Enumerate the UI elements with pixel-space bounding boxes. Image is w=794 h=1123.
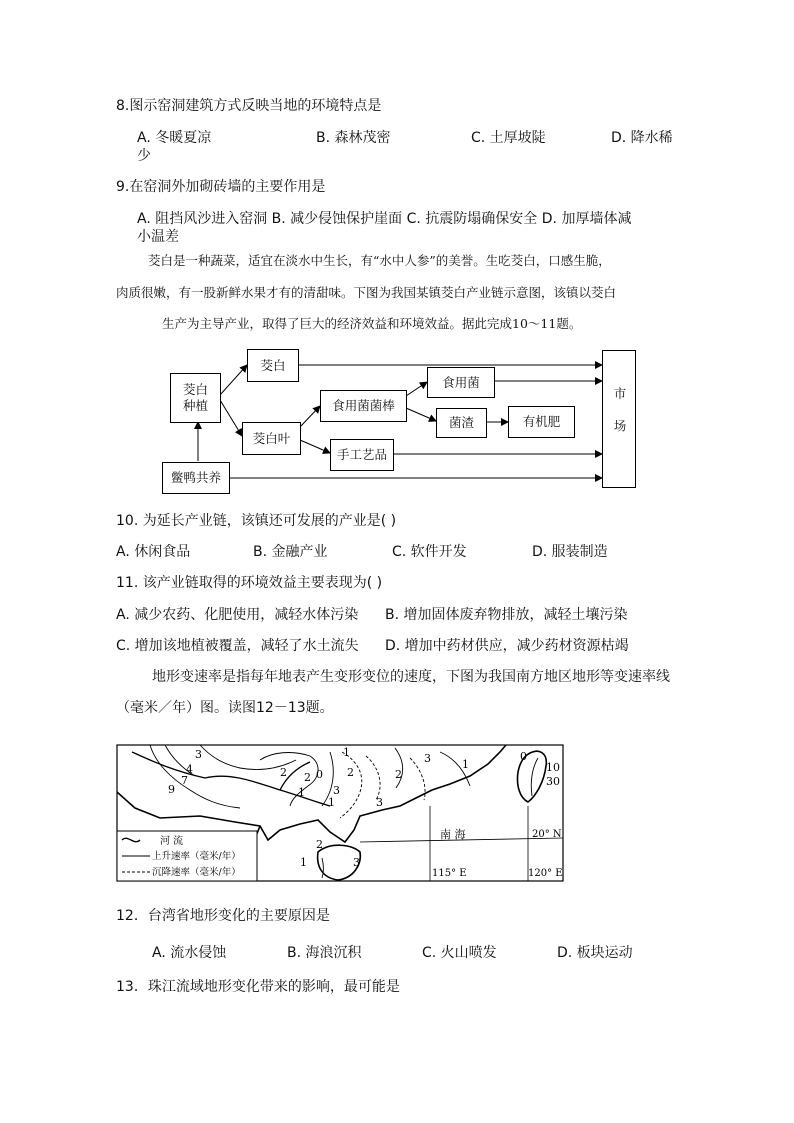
lon-label-115: 115° E [432, 868, 467, 879]
isoline-label-9: 9 [168, 783, 175, 796]
legend-uplift-label: 上升速率（毫米/年） [152, 851, 241, 862]
isoline-label-0-a: 0 [316, 768, 323, 781]
legend-river-label: 河 流 [160, 836, 184, 847]
q9-options-line2: 小温差 [137, 229, 179, 245]
q8-option-b: B. 森林茂密 [316, 130, 391, 146]
box-jiaobai-label: 茭白 [260, 357, 286, 373]
isoline-label-2-d: 2 [304, 771, 311, 784]
q12-stem: 12．台湾省地形变化的主要原因是 [116, 908, 330, 924]
q13-stem: 13．珠江流域地形变化带来的影响，最可能是 [116, 979, 400, 995]
isoline-label-3-d: 3 [333, 784, 340, 797]
q10-option-c: C. 软件开发 [392, 544, 467, 560]
isoline-label-4: 4 [186, 763, 193, 776]
taiwan-label-0: 0 [520, 750, 527, 763]
isoline-label-3-west: 3 [195, 748, 202, 761]
box-jiaobai-leaf-label: 茭白叶 [252, 430, 291, 446]
box-turtle-duck-label: 鳖鸭共养 [170, 470, 221, 485]
q12-option-a: A. 流水侵蚀 [152, 945, 227, 961]
q12-option-d: D. 板块运动 [557, 945, 633, 961]
q11-option-b: B. 增加固体废弃物排放，减轻土壤污染 [385, 607, 628, 623]
intro1-line1: 茭白是一种蔬菜，适宜在淡水中生长，有“水中人参”的美誉。生吃茭白，口感生脆， [148, 253, 611, 268]
isoline-label-3-b: 3 [376, 796, 383, 809]
box-jiaobai-planting-label: 茭白种植 [182, 382, 208, 413]
isoline-label-2-a: 2 [280, 766, 287, 779]
q9-stem: 9.在窑洞外加砌砖墙的主要作用是 [116, 179, 326, 195]
legend-subsidence-label: 沉降速率（毫米/年） [152, 867, 241, 878]
q9-options-line1: A. 阻挡风沙进入窑洞 B. 减少侵蚀保护崖面 C. 抗震防塌确保安全 D. 加厚墙体减 [137, 211, 632, 227]
q8-option-c: C. 土厚坡陡 [471, 130, 546, 146]
q8-option-d-cont: 少 [137, 148, 151, 164]
intro2-line1: 地形变速率是指每年地表产生变形变位的速度，下图为我国南方地区地形等变速率线 [152, 669, 670, 685]
q8-option-a: A. 冬暖夏凉 [137, 130, 212, 146]
box-handicraft-label: 手工艺品 [336, 447, 387, 462]
q8-option-d: D. 降水稀 [611, 130, 673, 146]
taiwan-label-30: 30 [546, 775, 560, 788]
taiwan-label-10: 10 [546, 761, 560, 774]
isoline-label-1-b: 1 [343, 746, 350, 759]
hainan-label-1: 1 [300, 856, 307, 869]
isoline-label-2-b: 2 [347, 766, 354, 779]
isoline-label-1-a: 1 [298, 786, 305, 799]
q10-option-d: D. 服装制造 [532, 544, 608, 560]
isoline-label-1-d: 1 [328, 796, 335, 809]
box-market-label: 市场 [612, 386, 627, 452]
isoline-label-2-c: 2 [395, 768, 402, 781]
q12-option-b: B. 海浪沉积 [287, 945, 362, 961]
box-fungus-residue-label: 菌渣 [448, 415, 474, 430]
hainan-label-2: 2 [316, 838, 323, 851]
q11-option-d: D. 增加中药材供应，减少药材资源枯竭 [385, 638, 629, 654]
q10-stem: 10. 为延长产业链，该镇还可发展的产业是( ) [116, 513, 397, 529]
q12-option-c: C. 火山喷发 [422, 945, 497, 961]
q10-option-a: A. 休闲食品 [116, 544, 191, 560]
intro1-line3: 生产为主导产业，取得了巨大的经济效益和环境效益。据此完成10～11题。 [162, 316, 582, 331]
isoline-label-3-c: 3 [424, 752, 431, 765]
box-edible-fungus-label: 食用菌 [442, 374, 480, 390]
isoline-label-1-c: 1 [462, 758, 469, 771]
q11-option-c: C. 增加该地植被覆盖，减轻了水土流失 [116, 638, 359, 654]
box-organic-fertilizer-label: 有机肥 [522, 414, 561, 429]
sea-label: 南 海 [440, 828, 466, 841]
box-mushroom-stick-label: 食用菌菌棒 [332, 398, 395, 413]
q10-option-b: B. 金融产业 [253, 544, 328, 560]
lon-label-120: 120° E [528, 868, 563, 879]
isoline-label-7: 7 [181, 774, 188, 787]
q11-stem: 11. 该产业链取得的环境效益主要表现为( ) [116, 575, 383, 591]
lat-label-20: 20° N [532, 829, 562, 840]
intro1-line2: 肉质很嫩，有一股新鲜水果才有的清甜味。下图为我国某镇茭白产业链示意图，该镇以茭白 [116, 285, 617, 300]
hainan-label-3: 3 [353, 856, 360, 869]
q11-option-a: A. 减少农药、化肥使用，减轻水体污染 [116, 607, 359, 623]
intro2-line2: （毫米／年）图。读图12－13题。 [116, 700, 334, 716]
q8-stem: 8.图示窑洞建筑方式反映当地的环境特点是 [116, 98, 382, 114]
